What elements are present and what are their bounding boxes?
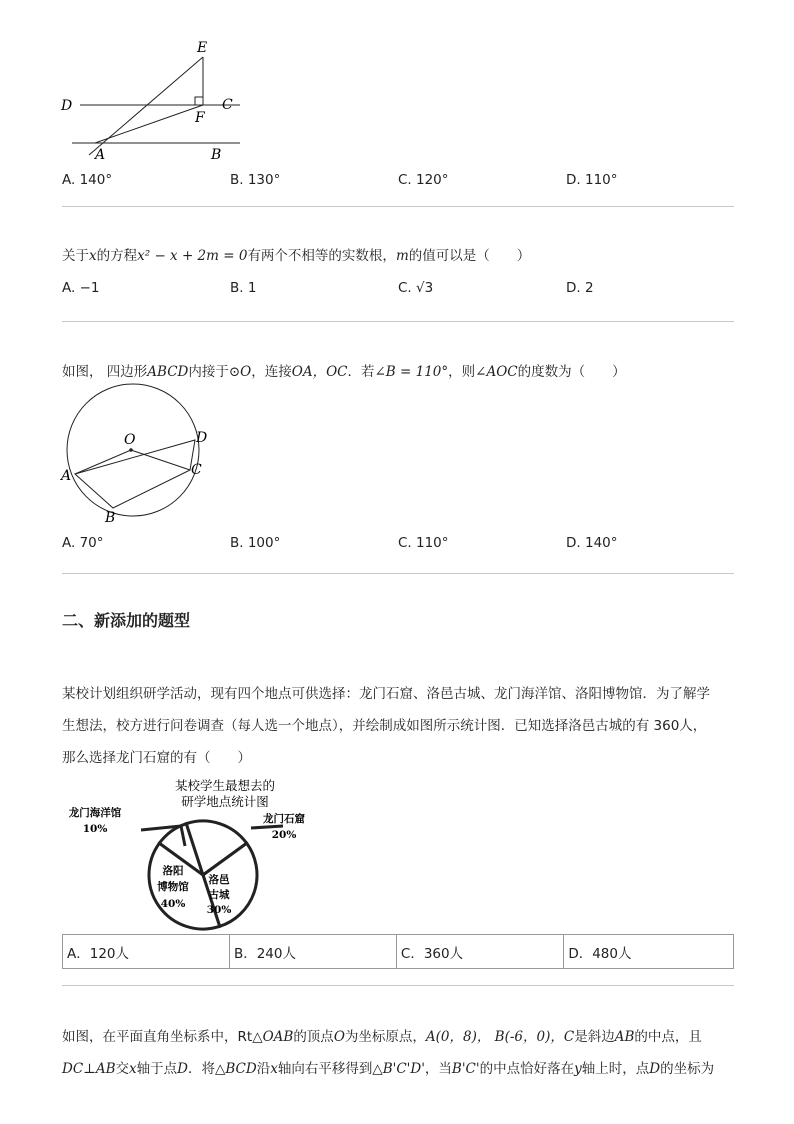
q5-math: D xyxy=(649,1061,661,1077)
q3-math: ABCD xyxy=(147,364,189,380)
q3-option-a: A. 70° xyxy=(62,535,104,551)
q3-math: ⊙O xyxy=(228,364,252,380)
q2-equation: x² − x + 2m = 0 xyxy=(137,248,248,264)
divider xyxy=(62,573,734,574)
q5-text: 的坐标为 xyxy=(660,1061,715,1077)
q3-math: OA，OC xyxy=(291,364,348,380)
q3-figure xyxy=(55,382,225,527)
q2-option-b: B. 1 xyxy=(230,280,257,296)
label-f: F xyxy=(195,110,205,126)
segment-oa xyxy=(75,450,131,474)
q3-text: 内接于 xyxy=(188,364,229,380)
q3-option-b: B. 100° xyxy=(230,535,281,551)
q1-figure xyxy=(55,35,255,170)
q5-text: ，当 xyxy=(424,1061,452,1077)
q1-option-b: B. 130° xyxy=(230,172,281,188)
section-title: 二、新添加的题型 xyxy=(62,611,191,630)
q3-text: ，连接 xyxy=(251,364,292,380)
q5-math: B(-6，0)， xyxy=(494,1029,564,1045)
q3-text: 的度数为（ ） xyxy=(517,364,626,380)
q5-text: 的中点恰好落在 xyxy=(479,1061,575,1077)
q5-text: ．将 xyxy=(187,1061,215,1077)
q3-math: ∠B = 110° xyxy=(374,364,449,380)
q5-text: 轴于点 xyxy=(136,1061,178,1077)
label-bowuguan-l1: 洛阳 xyxy=(162,865,184,877)
label-shiku-name: 龙门石窟 xyxy=(263,813,305,825)
q3-text: 如图， 四边形 xyxy=(62,364,148,380)
q5-text: 是斜边 xyxy=(574,1029,615,1045)
q5-text: 轴上时，点 xyxy=(581,1061,650,1077)
segment-ae xyxy=(89,57,203,155)
q5-line-1 xyxy=(62,1027,702,1047)
label-a: A xyxy=(61,468,72,484)
q2-var-m: m xyxy=(395,248,409,264)
label-b: B xyxy=(211,147,222,163)
q5-text: 的顶点 xyxy=(293,1029,334,1045)
q4-option-a: A．120人 xyxy=(63,935,230,969)
label-yicheng-pct: 30% xyxy=(206,904,232,916)
right-angle-mark xyxy=(195,97,203,105)
q3-math: ∠AOC xyxy=(475,364,518,380)
q2-stem xyxy=(62,246,530,266)
q5-math: DC⊥AB xyxy=(62,1061,116,1077)
q4-line-2: 生想法，校方进行问卷调查（每人选一个地点），并绘制成如图所示统计图．已知选择洛邑古城的有 360人， xyxy=(62,718,707,734)
label-bowuguan-l2: 博物馆 xyxy=(157,881,189,893)
q3-stem xyxy=(62,362,626,382)
label-d: D xyxy=(61,98,73,114)
label-b: B xyxy=(105,510,116,526)
label-e: E xyxy=(197,40,208,56)
q5-math: x xyxy=(129,1061,137,1077)
q3-text: ，则 xyxy=(448,364,476,380)
quad-abcd xyxy=(75,440,195,508)
q2-text: 的值可以是（ ） xyxy=(408,248,531,264)
q5-math: y xyxy=(574,1061,582,1077)
q5-math: C xyxy=(563,1029,575,1045)
q2-text: 的方程 xyxy=(96,248,138,264)
q5-math: O xyxy=(333,1029,345,1045)
label-c: C xyxy=(222,97,233,113)
label-haiyangguan-name: 龙门海洋馆 xyxy=(68,807,122,819)
q5-text: 轴向右平移得到 xyxy=(277,1061,373,1077)
label-a: A xyxy=(95,147,106,163)
label-bowuguan-pct: 40% xyxy=(160,898,186,910)
q1-option-a: A. 140° xyxy=(62,172,113,188)
q5-line-2 xyxy=(62,1059,714,1079)
chart-title-line-1: 某校学生最想去的 xyxy=(174,778,276,793)
q5-text: 交 xyxy=(115,1061,130,1077)
q1-option-c: C. 120° xyxy=(398,172,449,188)
q4-option-c: C．360人 xyxy=(396,935,563,969)
q4-line-3: 那么选择龙门石窟的有（ ） xyxy=(62,750,251,766)
pie-chart xyxy=(55,770,335,932)
label-shiku-pct: 20% xyxy=(271,829,297,841)
q5-math: B'C' xyxy=(451,1061,480,1077)
center-point xyxy=(129,448,133,452)
q2-text: 有两个不相等的实数根， xyxy=(247,248,396,264)
q4-line-1: 某校计划组织研学活动，现有四个地点可供选择：龙门石窟、洛邑古城、龙门海洋馆、洛阳博物馆．为了解学 xyxy=(62,686,710,702)
label-o: O xyxy=(124,432,136,448)
q2-text: 关于 xyxy=(62,248,89,264)
leader-line-shiku xyxy=(251,826,283,828)
label-yicheng-l1: 洛邑 xyxy=(208,874,230,886)
label-d: D xyxy=(196,430,208,446)
q1-option-d: D. 110° xyxy=(566,172,618,188)
chart-title-line-2: 研学地点统计图 xyxy=(181,794,269,809)
q5-text: 为坐标原点， xyxy=(344,1029,426,1045)
q2-option-c: C. √3 xyxy=(398,280,434,296)
q5-math: A(0，8)， xyxy=(425,1029,491,1045)
segment-af xyxy=(95,105,203,143)
divider xyxy=(62,321,734,322)
q4-options-table xyxy=(62,934,734,969)
q5-math: AB xyxy=(614,1029,635,1045)
circle-o xyxy=(67,384,199,516)
segment-oc xyxy=(131,450,190,470)
label-yicheng-l2: 古城 xyxy=(208,889,230,901)
q5-math: △OAB xyxy=(252,1029,294,1045)
q5-math: △BCD xyxy=(214,1061,257,1077)
q2-option-a: A. −1 xyxy=(62,280,100,296)
q5-text: 的中点，且 xyxy=(634,1029,702,1045)
q3-option-c: C. 110° xyxy=(398,535,449,551)
q4-option-b: B．240人 xyxy=(229,935,396,969)
q5-text: 如图，在平面直角坐标系中，Rt xyxy=(62,1029,253,1045)
q3-option-d: D. 140° xyxy=(566,535,618,551)
divider xyxy=(62,985,734,986)
divider xyxy=(62,206,734,207)
q5-math: x xyxy=(270,1061,278,1077)
label-c: C xyxy=(191,462,202,478)
q2-option-d: D. 2 xyxy=(566,280,594,296)
q5-text: 沿 xyxy=(256,1061,271,1077)
label-haiyangguan-pct: 10% xyxy=(82,823,108,835)
q4-option-d: D．480人 xyxy=(564,935,734,969)
q2-var-x: x xyxy=(89,248,97,264)
q5-math: △B'C'D' xyxy=(372,1061,425,1077)
q3-text: ．若 xyxy=(347,364,375,380)
q5-math: D xyxy=(177,1061,188,1077)
